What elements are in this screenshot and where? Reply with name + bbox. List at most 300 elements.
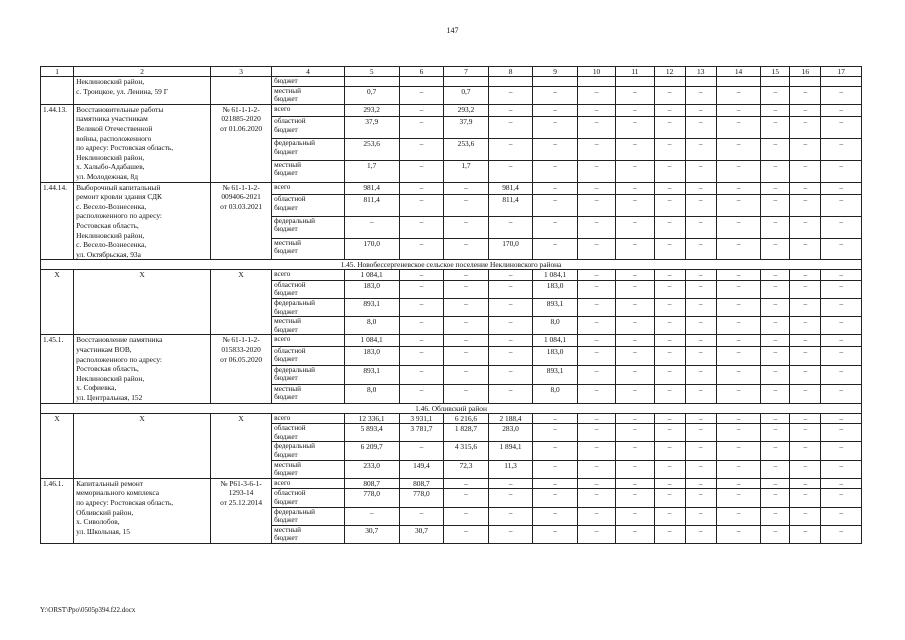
value-cell: – <box>444 335 489 346</box>
column-number: 16 <box>790 67 821 77</box>
column-number: 1 <box>41 67 74 77</box>
value-cell: 778,0 <box>399 489 444 507</box>
value-cell: – <box>761 460 790 478</box>
value-cell: – <box>821 139 862 161</box>
value-cell <box>533 77 578 87</box>
value-cell: – <box>716 507 761 525</box>
value-cell: – <box>577 335 615 346</box>
value-cell: – <box>444 384 489 403</box>
value-cell: – <box>761 299 790 317</box>
value-cell: – <box>685 160 716 182</box>
value-cell: – <box>577 104 615 117</box>
value-cell: – <box>399 384 444 403</box>
value-cell: – <box>577 280 615 298</box>
funding-source: областной бюджет <box>272 424 345 442</box>
value-cell: – <box>577 299 615 317</box>
value-cell: – <box>654 195 685 217</box>
value-cell: – <box>399 238 444 260</box>
section-row <box>41 260 862 270</box>
funding-source: местный бюджет <box>272 460 345 478</box>
funding-source: местный бюджет <box>272 238 345 260</box>
value-cell: 1 084,1 <box>533 270 578 281</box>
value-cell: 981,4 <box>344 182 399 195</box>
value-cell: – <box>444 489 489 507</box>
value-cell: – <box>654 317 685 335</box>
object-name: Капитальный ремонт мемориального комплекса по адресу: Ростовская область, Обливский район, х. Сиволобов, ул. Школьная, 15 <box>74 478 211 543</box>
value-cell: – <box>761 182 790 195</box>
value-cell: – <box>616 139 654 161</box>
value-cell: – <box>444 182 489 195</box>
value-cell <box>444 77 489 87</box>
value-cell: – <box>488 507 533 525</box>
value-cell: 1,7 <box>444 160 489 182</box>
value-cell: – <box>654 104 685 117</box>
value-cell: – <box>685 299 716 317</box>
value-cell: – <box>616 346 654 365</box>
value-cell: – <box>444 280 489 298</box>
value-cell: – <box>616 117 654 139</box>
value-cell: – <box>716 195 761 217</box>
value-cell: – <box>716 280 761 298</box>
value-cell: – <box>577 317 615 335</box>
value-cell: – <box>685 270 716 281</box>
value-cell: – <box>399 280 444 298</box>
value-cell: – <box>533 182 578 195</box>
value-cell: – <box>444 238 489 260</box>
value-cell: 37,9 <box>444 117 489 139</box>
value-cell: – <box>790 317 821 335</box>
value-cell: – <box>399 139 444 161</box>
value-cell: 1,7 <box>344 160 399 182</box>
value-cell: – <box>577 507 615 525</box>
value-cell: – <box>821 507 862 525</box>
value-cell: – <box>399 104 444 117</box>
funding-source: областной бюджет <box>272 280 345 298</box>
value-cell: – <box>761 489 790 507</box>
value-cell: – <box>761 86 790 104</box>
value-cell: – <box>488 489 533 507</box>
item-number: Х <box>41 270 74 335</box>
funding-source: всего <box>272 478 345 489</box>
value-cell: 283,0 <box>488 424 533 442</box>
value-cell: – <box>716 299 761 317</box>
value-cell: – <box>790 507 821 525</box>
value-cell: – <box>533 86 578 104</box>
value-cell: 1 894,1 <box>488 442 533 460</box>
value-cell: – <box>654 478 685 489</box>
column-number: 10 <box>577 67 615 77</box>
value-cell: – <box>790 86 821 104</box>
value-cell: 293,2 <box>344 104 399 117</box>
value-cell: – <box>716 335 761 346</box>
value-cell <box>761 77 790 87</box>
value-cell: – <box>616 195 654 217</box>
value-cell: – <box>761 335 790 346</box>
value-cell: – <box>821 280 862 298</box>
value-cell: – <box>654 413 685 424</box>
value-cell: – <box>716 489 761 507</box>
file-path-footer: Y:\ORST\Ppo\0505p394.f22.docx <box>40 606 136 614</box>
section-row <box>41 403 862 413</box>
value-cell: – <box>533 160 578 182</box>
value-cell: – <box>399 335 444 346</box>
value-cell: – <box>821 478 862 489</box>
value-cell: – <box>821 238 862 260</box>
value-cell: – <box>577 424 615 442</box>
value-cell: 981,4 <box>488 182 533 195</box>
value-cell: – <box>716 182 761 195</box>
value-cell: – <box>761 270 790 281</box>
value-cell: – <box>616 317 654 335</box>
column-number: 13 <box>685 67 716 77</box>
value-cell: – <box>654 182 685 195</box>
value-cell: – <box>761 478 790 489</box>
value-cell: – <box>533 104 578 117</box>
value-cell: – <box>533 139 578 161</box>
value-cell: – <box>821 270 862 281</box>
value-cell: – <box>654 299 685 317</box>
value-cell: – <box>685 104 716 117</box>
value-cell: 183,0 <box>344 346 399 365</box>
table-row <box>41 77 862 87</box>
value-cell: 8,0 <box>533 317 578 335</box>
value-cell: – <box>488 365 533 384</box>
value-cell: – <box>616 384 654 403</box>
funding-source: местный бюджет <box>272 525 345 543</box>
value-cell: – <box>444 525 489 543</box>
value-cell: 253,6 <box>444 139 489 161</box>
value-cell: – <box>716 460 761 478</box>
value-cell: – <box>533 424 578 442</box>
value-cell: – <box>685 424 716 442</box>
value-cell: – <box>685 489 716 507</box>
value-cell: – <box>790 424 821 442</box>
value-cell: – <box>685 442 716 460</box>
value-cell: – <box>488 317 533 335</box>
value-cell: 3 931,1 <box>399 413 444 424</box>
value-cell: 4 315,6 <box>444 442 489 460</box>
column-number: 17 <box>821 67 862 77</box>
value-cell: – <box>761 195 790 217</box>
value-cell <box>790 77 821 87</box>
value-cell: – <box>685 335 716 346</box>
value-cell: – <box>790 489 821 507</box>
value-cell: – <box>716 160 761 182</box>
funding-source: местный бюджет <box>272 160 345 182</box>
table-row <box>41 413 862 424</box>
column-number: 9 <box>533 67 578 77</box>
value-cell: – <box>488 117 533 139</box>
value-cell: – <box>821 442 862 460</box>
value-cell: 37,9 <box>344 117 399 139</box>
value-cell: – <box>616 299 654 317</box>
value-cell: – <box>444 270 489 281</box>
value-cell: – <box>790 104 821 117</box>
value-cell: 8,0 <box>344 317 399 335</box>
table-row <box>41 182 862 195</box>
value-cell: – <box>761 216 790 238</box>
value-cell: 183,0 <box>344 280 399 298</box>
value-cell: – <box>790 117 821 139</box>
value-cell: – <box>616 182 654 195</box>
value-cell <box>685 77 716 87</box>
value-cell: – <box>577 442 615 460</box>
value-cell: – <box>716 238 761 260</box>
value-cell: – <box>761 317 790 335</box>
value-cell: – <box>577 86 615 104</box>
object-name: Х <box>74 413 211 478</box>
value-cell: – <box>654 216 685 238</box>
value-cell: – <box>616 413 654 424</box>
value-cell: – <box>488 335 533 346</box>
value-cell: – <box>444 195 489 217</box>
funding-source: всего <box>272 182 345 195</box>
value-cell: – <box>821 86 862 104</box>
value-cell: – <box>685 525 716 543</box>
value-cell: – <box>654 460 685 478</box>
value-cell: 893,1 <box>533 365 578 384</box>
value-cell: – <box>488 104 533 117</box>
column-number-row <box>41 67 862 77</box>
budget-table <box>40 66 862 544</box>
value-cell: – <box>616 335 654 346</box>
value-cell: 11,3 <box>488 460 533 478</box>
value-cell: – <box>533 216 578 238</box>
value-cell: – <box>488 216 533 238</box>
value-cell: – <box>716 442 761 460</box>
value-cell: – <box>716 413 761 424</box>
funding-source: местный бюджет <box>272 86 345 104</box>
value-cell: – <box>716 104 761 117</box>
object-name: Неклиновский район, с. Троицкое, ул. Ленина, 59 Г <box>74 77 211 105</box>
value-cell: – <box>488 346 533 365</box>
value-cell: – <box>790 384 821 403</box>
value-cell: – <box>790 460 821 478</box>
value-cell: – <box>488 160 533 182</box>
value-cell: – <box>790 442 821 460</box>
value-cell: – <box>533 525 578 543</box>
page-number: 147 <box>446 26 459 35</box>
value-cell: – <box>790 346 821 365</box>
value-cell: 811,4 <box>344 195 399 217</box>
value-cell: – <box>821 384 862 403</box>
value-cell <box>821 77 862 87</box>
funding-source: всего <box>272 104 345 117</box>
value-cell: – <box>399 160 444 182</box>
value-cell: – <box>716 317 761 335</box>
value-cell: 1 084,1 <box>533 335 578 346</box>
value-cell: – <box>616 507 654 525</box>
value-cell: – <box>716 365 761 384</box>
value-cell: – <box>654 139 685 161</box>
value-cell: – <box>616 86 654 104</box>
column-number: 6 <box>399 67 444 77</box>
value-cell: – <box>533 238 578 260</box>
funding-source: областной бюджет <box>272 195 345 217</box>
value-cell: – <box>577 160 615 182</box>
expertise-code: Х <box>210 413 271 478</box>
value-cell: – <box>399 195 444 217</box>
value-cell: – <box>488 384 533 403</box>
value-cell: – <box>790 478 821 489</box>
value-cell: – <box>821 365 862 384</box>
funding-source: всего <box>272 335 345 346</box>
value-cell: 0,7 <box>344 86 399 104</box>
item-number <box>41 77 74 105</box>
value-cell: – <box>761 238 790 260</box>
value-cell: – <box>761 384 790 403</box>
value-cell: – <box>533 489 578 507</box>
value-cell: – <box>790 413 821 424</box>
value-cell: – <box>488 525 533 543</box>
value-cell: 811,4 <box>488 195 533 217</box>
value-cell: 72,3 <box>444 460 489 478</box>
value-cell: – <box>654 270 685 281</box>
value-cell: – <box>616 270 654 281</box>
funding-source: областной бюджет <box>272 489 345 507</box>
value-cell: 808,7 <box>399 478 444 489</box>
value-cell: – <box>654 442 685 460</box>
column-number: 3 <box>210 67 271 77</box>
value-cell: – <box>716 525 761 543</box>
value-cell: – <box>821 195 862 217</box>
funding-source: всего <box>272 270 345 281</box>
column-number: 12 <box>654 67 685 77</box>
expertise-code <box>210 77 271 105</box>
value-cell: – <box>761 346 790 365</box>
value-cell: 253,6 <box>344 139 399 161</box>
section-title: 1.45. Новобессергеневское сельское поселение Неклиновского района <box>41 260 862 270</box>
value-cell: 6 216,6 <box>444 413 489 424</box>
value-cell: – <box>616 460 654 478</box>
value-cell: – <box>761 280 790 298</box>
expertise-code: Х <box>210 270 271 335</box>
value-cell: – <box>821 335 862 346</box>
value-cell: – <box>616 238 654 260</box>
table-row <box>41 335 862 346</box>
funding-source: федеральный бюджет <box>272 442 345 460</box>
value-cell: – <box>577 346 615 365</box>
value-cell: – <box>344 507 399 525</box>
value-cell: – <box>577 365 615 384</box>
value-cell: – <box>654 365 685 384</box>
value-cell <box>716 77 761 87</box>
value-cell: – <box>761 117 790 139</box>
value-cell: 30,7 <box>399 525 444 543</box>
value-cell: 0,7 <box>444 86 489 104</box>
value-cell: – <box>790 216 821 238</box>
value-cell: – <box>488 270 533 281</box>
expertise-code: № 61-1-1-2- 015833-2020 от 06.05.2020 <box>210 335 271 403</box>
value-cell: – <box>577 139 615 161</box>
value-cell: – <box>616 489 654 507</box>
value-cell: – <box>821 489 862 507</box>
value-cell: – <box>399 117 444 139</box>
value-cell: – <box>654 117 685 139</box>
value-cell: – <box>616 478 654 489</box>
value-cell: – <box>577 489 615 507</box>
value-cell: – <box>654 280 685 298</box>
value-cell: – <box>821 216 862 238</box>
value-cell: – <box>577 195 615 217</box>
table-row <box>41 104 862 117</box>
value-cell: – <box>685 280 716 298</box>
value-cell: – <box>577 413 615 424</box>
funding-source: областной бюджет <box>272 346 345 365</box>
value-cell: – <box>685 413 716 424</box>
value-cell: – <box>533 478 578 489</box>
funding-source: федеральный бюджет <box>272 507 345 525</box>
table-row <box>41 478 862 489</box>
value-cell: – <box>399 216 444 238</box>
value-cell: – <box>577 117 615 139</box>
value-cell: – <box>790 182 821 195</box>
value-cell: – <box>685 238 716 260</box>
value-cell: 12 336,1 <box>344 413 399 424</box>
value-cell: – <box>444 365 489 384</box>
value-cell: – <box>821 104 862 117</box>
value-cell: – <box>821 317 862 335</box>
value-cell: 170,0 <box>344 238 399 260</box>
funding-source: местный бюджет <box>272 317 345 335</box>
value-cell: 893,1 <box>344 365 399 384</box>
value-cell: – <box>577 270 615 281</box>
table-row <box>41 270 862 281</box>
value-cell: – <box>761 413 790 424</box>
value-cell: 1 084,1 <box>344 335 399 346</box>
value-cell: – <box>790 525 821 543</box>
value-cell: – <box>821 346 862 365</box>
value-cell: – <box>685 139 716 161</box>
value-cell: – <box>716 117 761 139</box>
column-number: 11 <box>616 67 654 77</box>
value-cell: – <box>716 424 761 442</box>
value-cell: – <box>533 195 578 217</box>
value-cell: – <box>761 525 790 543</box>
value-cell: – <box>399 299 444 317</box>
value-cell: – <box>533 117 578 139</box>
value-cell: – <box>533 507 578 525</box>
value-cell: 3 781,7 <box>399 424 444 442</box>
value-cell: 30,7 <box>344 525 399 543</box>
expertise-code: № 61-1-1-2- 021885-2020 от 01.06.2020 <box>210 104 271 182</box>
funding-source: местный бюджет <box>272 384 345 403</box>
value-cell: – <box>399 507 444 525</box>
item-number: 1.45.1. <box>41 335 74 403</box>
column-number: 2 <box>74 67 211 77</box>
value-cell: – <box>654 489 685 507</box>
value-cell: – <box>790 139 821 161</box>
value-cell: – <box>444 507 489 525</box>
value-cell: – <box>616 160 654 182</box>
value-cell: – <box>761 365 790 384</box>
value-cell: – <box>344 216 399 238</box>
value-cell: – <box>716 384 761 403</box>
value-cell: 2 188,4 <box>488 413 533 424</box>
column-number: 14 <box>716 67 761 77</box>
value-cell: 8,0 <box>344 384 399 403</box>
object-name: Х <box>74 270 211 335</box>
value-cell <box>616 77 654 87</box>
value-cell: – <box>685 182 716 195</box>
value-cell: – <box>577 182 615 195</box>
value-cell: – <box>761 507 790 525</box>
value-cell: – <box>488 280 533 298</box>
value-cell: – <box>685 195 716 217</box>
value-cell: – <box>716 346 761 365</box>
value-cell: – <box>685 117 716 139</box>
funding-source: федеральный бюджет <box>272 139 345 161</box>
